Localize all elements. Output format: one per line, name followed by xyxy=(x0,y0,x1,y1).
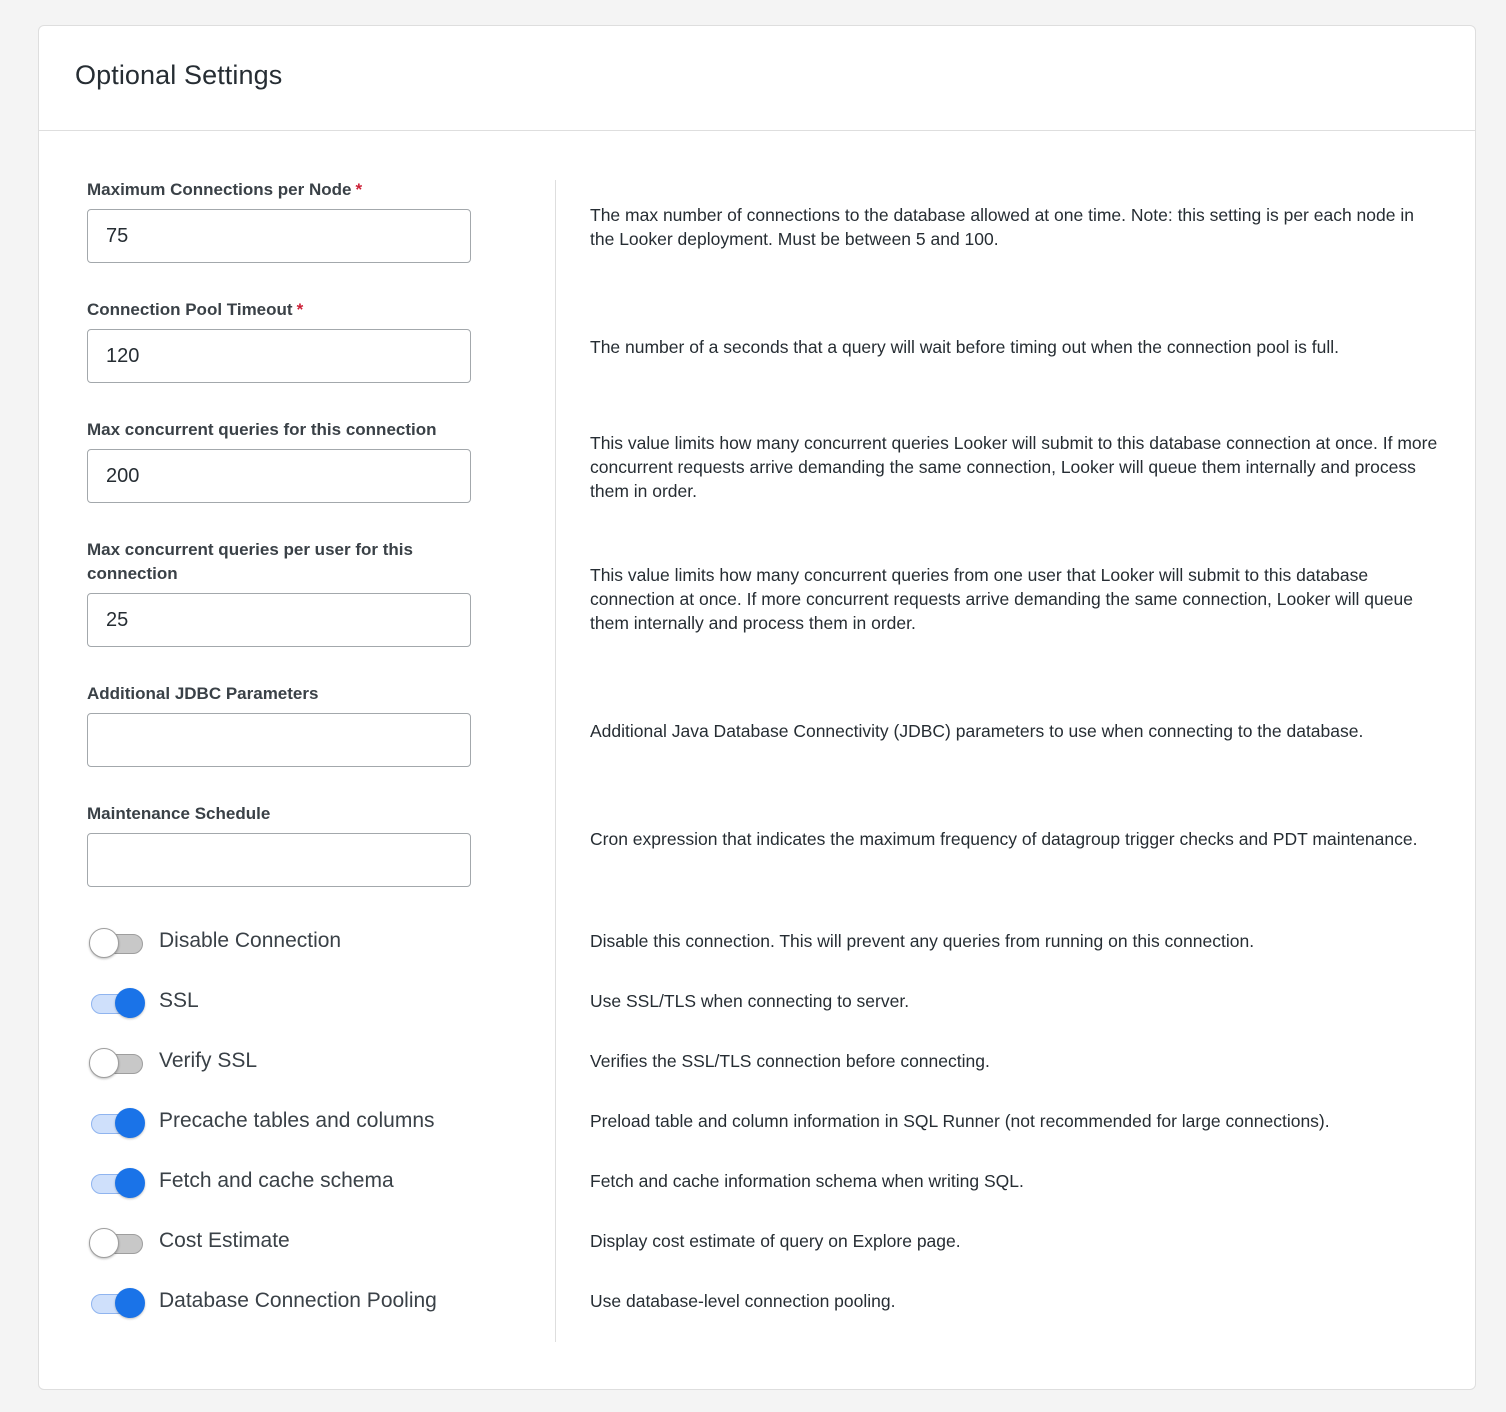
toggle-description: Use SSL/TLS when connecting to server. xyxy=(590,991,910,1011)
verify-ssl-toggle[interactable] xyxy=(89,1046,145,1080)
required-asterisk: * xyxy=(355,180,363,199)
field-label: Additional JDBC Parameters xyxy=(87,684,319,703)
toggle-label: SSL xyxy=(159,989,199,1012)
toggle-description: Disable this connection. This will prevent any queries from running on this connection. xyxy=(590,931,1255,951)
field-description: The number of a seconds that a query will wait before timing out when the connection pool is full. xyxy=(590,337,1340,357)
required-asterisk: * xyxy=(296,300,304,319)
field-label: Maximum Connections per Node * xyxy=(87,180,363,199)
field-description: Additional Java Database Connectivity (JDBC) parameters to use when connecting to the database. xyxy=(590,721,1364,741)
toggle-description: Use database-level connection pooling. xyxy=(590,1291,896,1311)
max-concurrent-queries-input[interactable] xyxy=(87,449,471,503)
field-description: The max number of connections to the database allowed at one time. Note: this setting is per each node in the Looker deployment. Must be between 5 and 100. xyxy=(590,205,1414,249)
column-divider xyxy=(555,180,556,1342)
max-concurrent-queries-per-user-input[interactable] xyxy=(87,593,471,647)
field-description: Cron expression that indicates the maximum frequency of datagroup trigger checks and PDT maintenance. xyxy=(590,829,1418,849)
maintenance-schedule-input[interactable] xyxy=(87,833,471,887)
additional-jdbc-parameters-input[interactable] xyxy=(87,713,471,767)
toggle-label: Verify SSL xyxy=(159,1049,258,1072)
fetch-cache-schema-toggle[interactable] xyxy=(89,1166,145,1200)
panel-header xyxy=(39,26,1475,131)
toggle-description: Fetch and cache information schema when writing SQL. xyxy=(590,1171,1024,1191)
toggle-label: Cost Estimate xyxy=(159,1229,290,1252)
field-label: Connection Pool Timeout * xyxy=(87,300,304,319)
field-description: This value limits how many concurrent queries Looker will submit to this database connection at once. If more concurrent requests arrive demanding the same connection, Looker will queue them internally and process them in order. xyxy=(590,433,1438,501)
field-label: Max concurrent queries for this connection xyxy=(87,420,437,439)
field-label: Maintenance Schedule xyxy=(87,804,271,823)
optional-settings-panel xyxy=(38,25,1476,1390)
toggle-label: Precache tables and columns xyxy=(159,1109,435,1132)
max-connections-input[interactable] xyxy=(87,209,471,263)
connection-pool-timeout-input[interactable] xyxy=(87,329,471,383)
toggle-description: Preload table and column information in SQL Runner (not recommended for large connections). xyxy=(590,1111,1330,1131)
field-description: This value limits how many concurrent queries from one user that Looker will submit to this database connection at once. If more concurrent requests arrive demanding the same connection, Looker will queue them internally and process them in order. xyxy=(590,565,1413,633)
connection-pooling-toggle[interactable] xyxy=(89,1286,145,1320)
toggle-label: Fetch and cache schema xyxy=(159,1169,394,1192)
field-label: Max concurrent queries per user for this connection xyxy=(87,540,413,583)
toggle-label: Database Connection Pooling xyxy=(159,1289,437,1312)
disable-connection-toggle[interactable] xyxy=(89,926,145,960)
toggle-description: Display cost estimate of query on Explore page. xyxy=(590,1231,961,1251)
precache-tables-toggle[interactable] xyxy=(89,1106,145,1140)
panel-title: Optional Settings xyxy=(75,60,283,90)
ssl-toggle[interactable] xyxy=(89,986,145,1020)
cost-estimate-toggle[interactable] xyxy=(89,1226,145,1260)
toggle-description: Verifies the SSL/TLS connection before connecting. xyxy=(590,1051,990,1071)
toggle-label: Disable Connection xyxy=(159,929,342,952)
